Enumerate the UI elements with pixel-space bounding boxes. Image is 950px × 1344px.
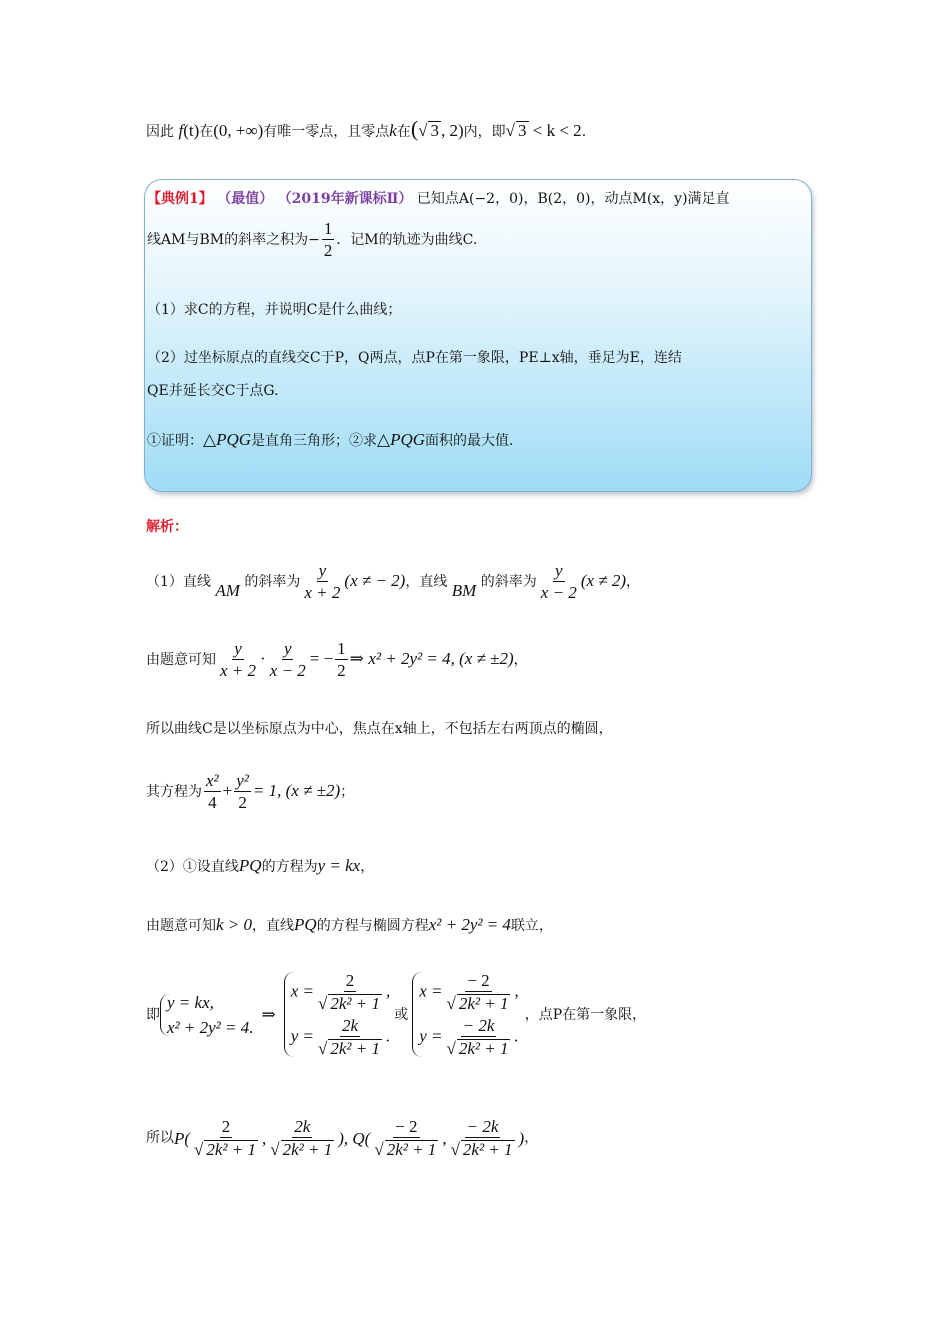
solution-step-2: 由题意可知 $\frac{y}{x + 2}$ · $\frac{y}{x - 2}$ = − $\frac{1}{2}$ ⇒ x² + 2y² = 4, (x ≠ ±2)，	[146, 639, 528, 680]
question-1: （1）求C的方程，并说明C是什么曲线；	[147, 302, 402, 318]
question-2-line-1: （2）过坐标原点的直线交C于P，Q两点，点P在第一象限，PE⊥x轴，垂足为E，连结	[147, 350, 682, 366]
inequality: √ 3 < k < 2	[505, 121, 582, 140]
slope-bm: $\frac{y}{x - 2}$	[540, 561, 577, 602]
system-1: y = kx, x² + 2y² = 4.	[160, 994, 253, 1036]
solution-step-5: （2）①设直线PQ的方程为y = kx，	[146, 856, 375, 875]
example-box	[144, 179, 812, 492]
interval2: (√ 3 , 2)	[410, 116, 464, 141]
system-3: x = $\frac{- 2}{\text{√ 2k² + 1}}$ , y = $\frac{- 2k}{\text{√ 2k² + 1}}$ .	[412, 972, 519, 1057]
question-3: ①证明：△PQG是直角三角形；②求△PQG面积的最大值.	[147, 430, 514, 449]
solution-step-7: 即 y = kx, x² + 2y² = 4. ⇒ x = $\frac{2}{\text{√ 2k² + 1}}$ , y = $\frac{2k}{\text{√ 2k² + 1}}$ . 或 x = $\frac{- 2}{\text{√ 2k² + 1}}$ , y = $\frac{- 2k}{\text{√ 2k² + 1}}$ . ，点P在第一象限，	[146, 971, 647, 1058]
frac-x2: $\frac{\text{x²}}{4}$	[206, 771, 219, 812]
frac-y2: $\frac{\text{y²}}{2}$	[236, 771, 249, 812]
solution-step-1: （1）直线 AM 的斜率为 $\frac{y}{x + 2}$ (x ≠ − 2)，直线 BM 的斜率为 $\frac{y}{x - 2}$ (x ≠ 2)，	[146, 561, 641, 602]
sol-x1: $\frac{2}{\text{√ 2k² + 1}}$	[318, 971, 380, 1013]
intro-line: 因此 f(t)在(0, +∞)有唯一零点，且零点k在(√ 3 , 2)内，即√ 3 < k < 2.	[146, 116, 587, 141]
slope-am: $\frac{y}{x + 2}$	[304, 561, 341, 602]
question-2-line-2: QE并延长交C于点G.	[147, 383, 279, 399]
p-y: $\frac{2k}{\text{√ 2k² + 1}}$	[270, 1117, 333, 1159]
example-line-2: 线AM与BM的斜率之积为− $\frac{1}{2}$ ．记M的轨迹为曲线C.	[147, 219, 478, 260]
func-f: f	[178, 121, 184, 140]
q-y: $\frac{- 2k}{\text{√ 2k² + 1}}$	[450, 1117, 513, 1159]
solution-step-4: 其方程为 $\frac{\text{x²}}{4}$ + $\frac{\text{y²}}{2}$ = 1, (x ≠ ±2)；	[146, 771, 355, 812]
solution-step-3: 所以曲线C是以坐标原点为中心，焦点在x轴上，不包括左右两顶点的椭圆，	[146, 721, 613, 737]
frac-c: $\frac{1}{2}$	[337, 639, 346, 680]
sol-y1: $\frac{2k}{\text{√ 2k² + 1}}$	[318, 1015, 380, 1058]
sol-x2: $\frac{- 2}{\text{√ 2k² + 1}}$	[446, 971, 509, 1013]
fraction-half: $\frac{1}{2}$	[323, 219, 333, 260]
solution-step-6: 由题意可知k > 0，直线PQ的方程与椭圆方程x² + 2y² = 4联立，	[146, 915, 553, 934]
p-x: $\frac{2}{\text{√ 2k² + 1}}$	[194, 1117, 257, 1159]
sol-y2: $\frac{- 2k}{\text{√ 2k² + 1}}$	[446, 1015, 509, 1058]
example-line-1: 【典例1】 （最值） （2019年新课标Ⅱ） 已知点A(−2，0)，B(2，0)，动点M(x，y)满足直	[147, 191, 730, 207]
frac-b: $\frac{y}{x - 2}$	[269, 639, 306, 680]
example-type: （最值）	[217, 191, 274, 207]
solution-step-8: 所以 P( $\frac{2}{\text{√ 2k² + 1}}$ , $\frac{2k}{\text{√ 2k² + 1}}$ ), Q( $\frac{- 2}{\text{√ 2k² + 1}}$ , $\frac{- 2k}{\text{√ 2k² + 1}}$ ) ，	[146, 1117, 539, 1159]
example-tag: 【典例1】	[147, 191, 213, 207]
q-x: $\frac{- 2}{\text{√ 2k² + 1}}$	[374, 1117, 437, 1159]
system-2: x = $\frac{2}{\text{√ 2k² + 1}}$ , y = $\frac{2k}{\text{√ 2k² + 1}}$ .	[284, 972, 391, 1057]
frac-a: $\frac{y}{x + 2}$	[220, 639, 257, 680]
solution-label: 解析：	[146, 519, 188, 535]
example-source: （2019年新课标Ⅱ）	[277, 191, 413, 207]
